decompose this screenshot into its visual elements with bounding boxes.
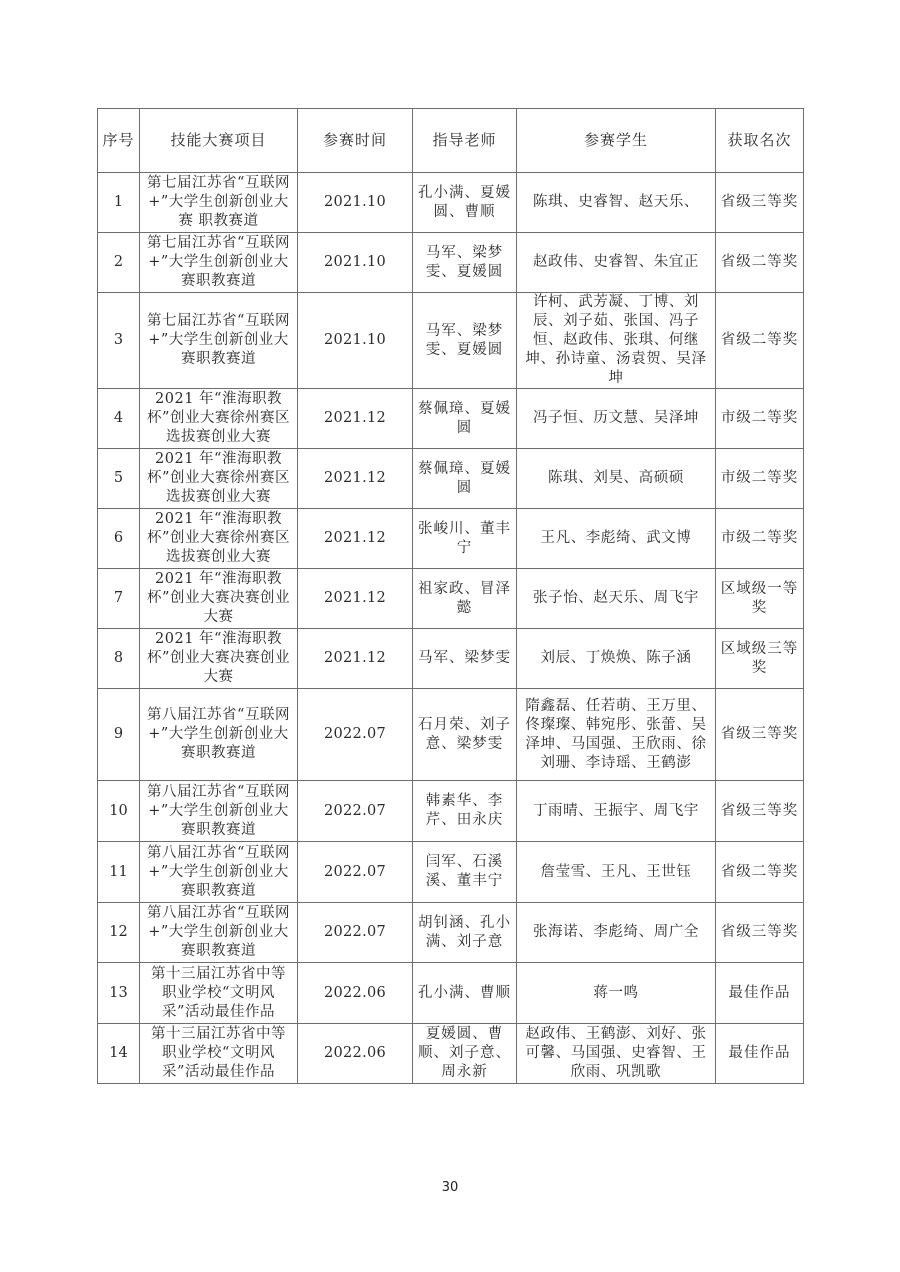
cell-teacher: 夏媛圆、曹顺、刘子意、周永新 <box>413 1024 517 1084</box>
cell-no: 9 <box>98 689 140 781</box>
cell-no: 2 <box>98 233 140 293</box>
cell-project: 第八届江苏省“互联网+”大学生创新创业大赛职教赛道 <box>140 842 298 903</box>
cell-teacher: 马军、梁梦雯 <box>413 629 517 689</box>
cell-rank: 区域级三等奖 <box>716 629 804 689</box>
cell-no: 8 <box>98 629 140 689</box>
table-row <box>98 689 804 781</box>
header-students: 参赛学生 <box>517 109 716 173</box>
cell-project: 2021 年“淮海职教杯”创业大赛徐州赛区选拔赛创业大赛 <box>140 509 298 569</box>
cell-rank: 省级三等奖 <box>716 173 804 233</box>
cell-students: 丁雨晴、王振宇、周飞宇 <box>517 781 716 842</box>
cell-no: 4 <box>98 389 140 449</box>
cell-teacher: 马军、梁梦雯、夏媛圆 <box>413 293 517 389</box>
header-time: 参赛时间 <box>298 109 413 173</box>
cell-time: 2021.12 <box>298 509 413 569</box>
cell-students: 隋鑫磊、任若萌、王万里、佟璨璨、韩宛彤、张蕾、吴泽坤、马国强、王欣雨、徐刘珊、李诗瑶、王鹤澎 <box>517 689 716 781</box>
cell-rank: 市级二等奖 <box>716 509 804 569</box>
header-project: 技能大赛项目 <box>140 109 298 173</box>
cell-time: 2021.10 <box>298 233 413 293</box>
table-row <box>98 903 804 963</box>
cell-students: 冯子恒、历文慧、吴泽坤 <box>517 389 716 449</box>
cell-teacher: 祖家政、冒泽懿 <box>413 569 517 629</box>
cell-students: 刘辰、丁焕焕、陈子涵 <box>517 629 716 689</box>
table-row <box>98 509 804 569</box>
cell-teacher: 韩素华、李芹、田永庆 <box>413 781 517 842</box>
table-row <box>98 293 804 389</box>
cell-rank: 省级三等奖 <box>716 903 804 963</box>
cell-rank: 最佳作品 <box>716 1024 804 1084</box>
cell-project: 第七届江苏省“互联网+”大学生创新创业大赛职教赛道 <box>140 293 298 389</box>
cell-no: 10 <box>98 781 140 842</box>
cell-project: 第八届江苏省“互联网+”大学生创新创业大赛职教赛道 <box>140 903 298 963</box>
cell-students: 陈琪、刘昊、高硕硕 <box>517 449 716 509</box>
table-row <box>98 569 804 629</box>
cell-teacher: 石月荣、刘子意、梁梦雯 <box>413 689 517 781</box>
table-row <box>98 389 804 449</box>
table-row <box>98 842 804 903</box>
cell-time: 2022.07 <box>298 781 413 842</box>
cell-project: 第八届江苏省“互联网+”大学生创新创业大赛职教赛道 <box>140 781 298 842</box>
cell-rank: 最佳作品 <box>716 963 804 1024</box>
header-rank: 获取名次 <box>716 109 804 173</box>
cell-teacher: 张峻川、董丰宁 <box>413 509 517 569</box>
cell-time: 2021.12 <box>298 569 413 629</box>
cell-project: 第十三届江苏省中等职业学校“文明风采”活动最佳作品 <box>140 1024 298 1084</box>
cell-teacher: 蔡佩璋、夏媛圆 <box>413 389 517 449</box>
table-header-row <box>98 109 804 173</box>
table-row <box>98 781 804 842</box>
cell-students: 张子怡、赵天乐、周飞宇 <box>517 569 716 629</box>
cell-time: 2021.10 <box>298 173 413 233</box>
cell-time: 2022.06 <box>298 963 413 1024</box>
cell-time: 2022.07 <box>298 842 413 903</box>
cell-project: 第七届江苏省“互联网+”大学生创新创业大赛 职教赛道 <box>140 173 298 233</box>
cell-no: 3 <box>98 293 140 389</box>
page-number: 30 <box>441 1180 459 1195</box>
cell-rank: 省级三等奖 <box>716 781 804 842</box>
cell-students: 许柯、武芳凝、丁博、刘辰、刘子茹、张国、冯子恒、赵政伟、张琪、何继坤、孙诗童、汤袁贺、吴泽坤 <box>517 293 716 389</box>
cell-project: 第七届江苏省“互联网+”大学生创新创业大赛职教赛道 <box>140 233 298 293</box>
cell-time: 2022.07 <box>298 689 413 781</box>
cell-rank: 省级二等奖 <box>716 293 804 389</box>
awards-table <box>97 108 804 1084</box>
cell-teacher: 蔡佩璋、夏媛圆 <box>413 449 517 509</box>
cell-no: 12 <box>98 903 140 963</box>
cell-project: 2021 年“淮海职教杯”创业大赛徐州赛区选拔赛创业大赛 <box>140 449 298 509</box>
cell-project: 2021 年“淮海职教杯”创业大赛徐州赛区选拔赛创业大赛 <box>140 389 298 449</box>
table-row <box>98 963 804 1024</box>
cell-time: 2022.06 <box>298 1024 413 1084</box>
cell-teacher: 胡钊涵、孔小满、刘子意 <box>413 903 517 963</box>
cell-no: 1 <box>98 173 140 233</box>
cell-time: 2021.12 <box>298 629 413 689</box>
cell-project: 2021 年“淮海职教杯”创业大赛决赛创业大赛 <box>140 569 298 629</box>
cell-teacher: 马军、梁梦雯、夏媛圆 <box>413 233 517 293</box>
cell-rank: 区域级一等奖 <box>716 569 804 629</box>
table-row <box>98 629 804 689</box>
cell-no: 5 <box>98 449 140 509</box>
table-row <box>98 1024 804 1084</box>
cell-project: 第八届江苏省“互联网+”大学生创新创业大赛职教赛道 <box>140 689 298 781</box>
cell-time: 2021.12 <box>298 449 413 509</box>
table-row <box>98 449 804 509</box>
cell-rank: 省级三等奖 <box>716 689 804 781</box>
cell-no: 13 <box>98 963 140 1024</box>
cell-time: 2021.12 <box>298 389 413 449</box>
cell-students: 詹莹雪、王凡、王世钰 <box>517 842 716 903</box>
header-no: 序号 <box>98 109 140 173</box>
cell-students: 陈琪、史睿智、赵天乐、 <box>517 173 716 233</box>
cell-rank: 市级二等奖 <box>716 449 804 509</box>
cell-project: 2021 年“淮海职教杯”创业大赛决赛创业大赛 <box>140 629 298 689</box>
cell-no: 7 <box>98 569 140 629</box>
cell-teacher: 孔小满、曹顺 <box>413 963 517 1024</box>
cell-no: 6 <box>98 509 140 569</box>
cell-students: 赵政伟、王鹤澎、刘好、张可馨、马国强、史睿智、王欣雨、巩凯歌 <box>517 1024 716 1084</box>
cell-students: 蒋一鸣 <box>517 963 716 1024</box>
cell-teacher: 孔小满、夏媛圆、曹顺 <box>413 173 517 233</box>
cell-no: 11 <box>98 842 140 903</box>
cell-project: 第十三届江苏省中等职业学校“文明风采”活动最佳作品 <box>140 963 298 1024</box>
table-row <box>98 173 804 233</box>
cell-time: 2021.10 <box>298 293 413 389</box>
header-teacher: 指导老师 <box>413 109 517 173</box>
cell-time: 2022.07 <box>298 903 413 963</box>
cell-rank: 市级二等奖 <box>716 389 804 449</box>
table-row <box>98 233 804 293</box>
cell-rank: 省级二等奖 <box>716 842 804 903</box>
cell-no: 14 <box>98 1024 140 1084</box>
cell-teacher: 闫军、石溪溪、董丰宁 <box>413 842 517 903</box>
cell-students: 王凡、李彪绮、武文博 <box>517 509 716 569</box>
cell-students: 赵政伟、史睿智、朱宜正 <box>517 233 716 293</box>
cell-rank: 省级二等奖 <box>716 233 804 293</box>
cell-students: 张海诺、李彪绮、周广全 <box>517 903 716 963</box>
